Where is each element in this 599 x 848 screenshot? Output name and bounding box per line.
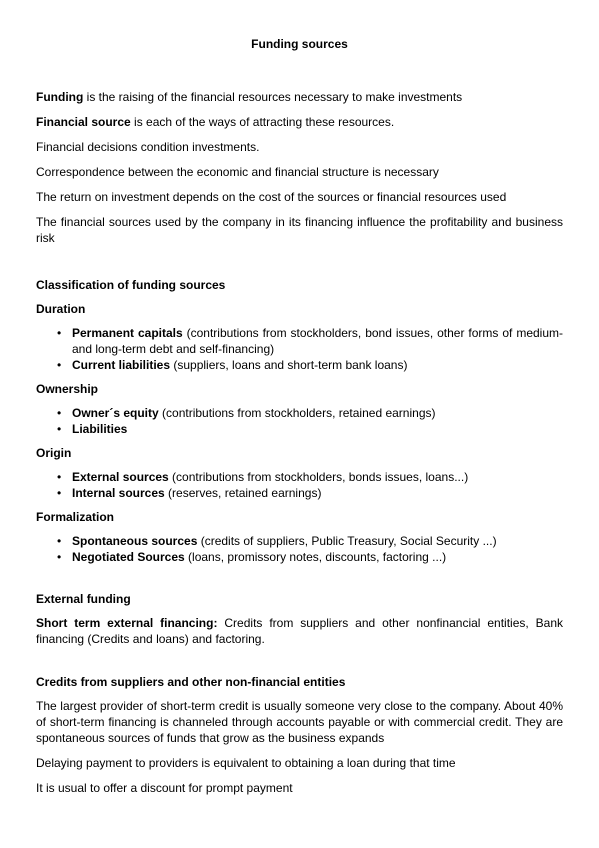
item-term: Negotiated Sources <box>72 550 185 564</box>
page-title: Funding sources <box>251 37 348 51</box>
group-label-origin: Origin <box>36 446 72 460</box>
credits-paragraph-3: It is usual to offer a discount for prompt payment <box>36 781 293 795</box>
intro-text-2: is each of the ways of attracting these resources. <box>130 115 395 129</box>
item-text: (suppliers, loans and short-term bank loans) <box>170 358 408 372</box>
short-term-label: Short term external financing: <box>36 616 218 630</box>
credits-paragraph-1: The largest provider of short-term credit is usually someone very close to the company. About 40% of short-term financing is channeled through accounts payable or with commercial credit. They are spontaneous sources of funds that grow as the business expands <box>36 699 563 745</box>
credits-heading: Credits from suppliers and other non-financial entities <box>36 675 346 689</box>
item-term: Current liabilities <box>72 358 171 372</box>
list-item <box>72 469 563 485</box>
list-item <box>72 421 563 437</box>
item-term: Spontaneous sources <box>72 534 198 548</box>
document-body <box>36 36 563 805</box>
term-financial-source: Financial source <box>36 115 131 129</box>
item-term: Internal sources <box>72 486 165 500</box>
term-funding: Funding <box>36 90 84 104</box>
intro-paragraph-1 <box>36 89 563 105</box>
external-funding-heading: External funding <box>36 592 131 606</box>
intro-paragraph-4: Correspondence between the economic and financial structure is necessary <box>36 165 439 179</box>
item-term: Owner´s equity <box>72 406 159 420</box>
item-text: (contributions from stockholders, bonds issues, loans...) <box>168 470 469 484</box>
group-label-duration: Duration <box>36 302 86 316</box>
list-item <box>72 325 563 357</box>
group-label-ownership: Ownership <box>36 382 99 396</box>
intro-paragraph-6: The financial sources used by the company in its financing influence the profitability and business risk <box>36 215 563 245</box>
list-item <box>72 533 563 549</box>
intro-paragraph-5: The return on investment depends on the cost of the sources or financial resources used <box>36 190 507 204</box>
intro-text-1: is the raising of the financial resources necessary to make investments <box>83 90 463 104</box>
list-item <box>72 357 563 373</box>
item-term: Permanent capitals <box>72 326 183 340</box>
intro-paragraph-3: Financial decisions condition investments. <box>36 140 260 154</box>
item-text: (contributions from stockholders, bond issues, other forms of medium-and long-term debt and self-financing) <box>72 326 564 356</box>
list-ownership <box>36 405 563 437</box>
list-origin <box>36 469 563 501</box>
list-duration <box>36 325 563 373</box>
item-term: Liabilities <box>72 422 128 436</box>
classification-heading: Classification of funding sources <box>36 278 226 292</box>
short-term-text: Credits from suppliers and other nonfinancial entities, Bank financing (Credits and loans) and factoring. <box>36 616 563 646</box>
item-term: External sources <box>72 470 169 484</box>
group-label-formalization: Formalization <box>36 510 115 524</box>
credits-paragraph-2: Delaying payment to providers is equivalent to obtaining a loan during that time <box>36 756 456 770</box>
short-term-paragraph <box>36 615 563 647</box>
list-item <box>72 485 563 501</box>
item-text: (credits of suppliers, Public Treasury, Social Security ...) <box>197 534 497 548</box>
item-text: (loans, promissory notes, discounts, factoring ...) <box>184 550 447 564</box>
intro-paragraph-2 <box>36 114 563 130</box>
list-formalization <box>36 533 563 565</box>
list-item <box>72 549 563 565</box>
list-item <box>72 405 563 421</box>
item-text: (reserves, retained earnings) <box>164 486 322 500</box>
item-text: (contributions from stockholders, retained earnings) <box>158 406 436 420</box>
